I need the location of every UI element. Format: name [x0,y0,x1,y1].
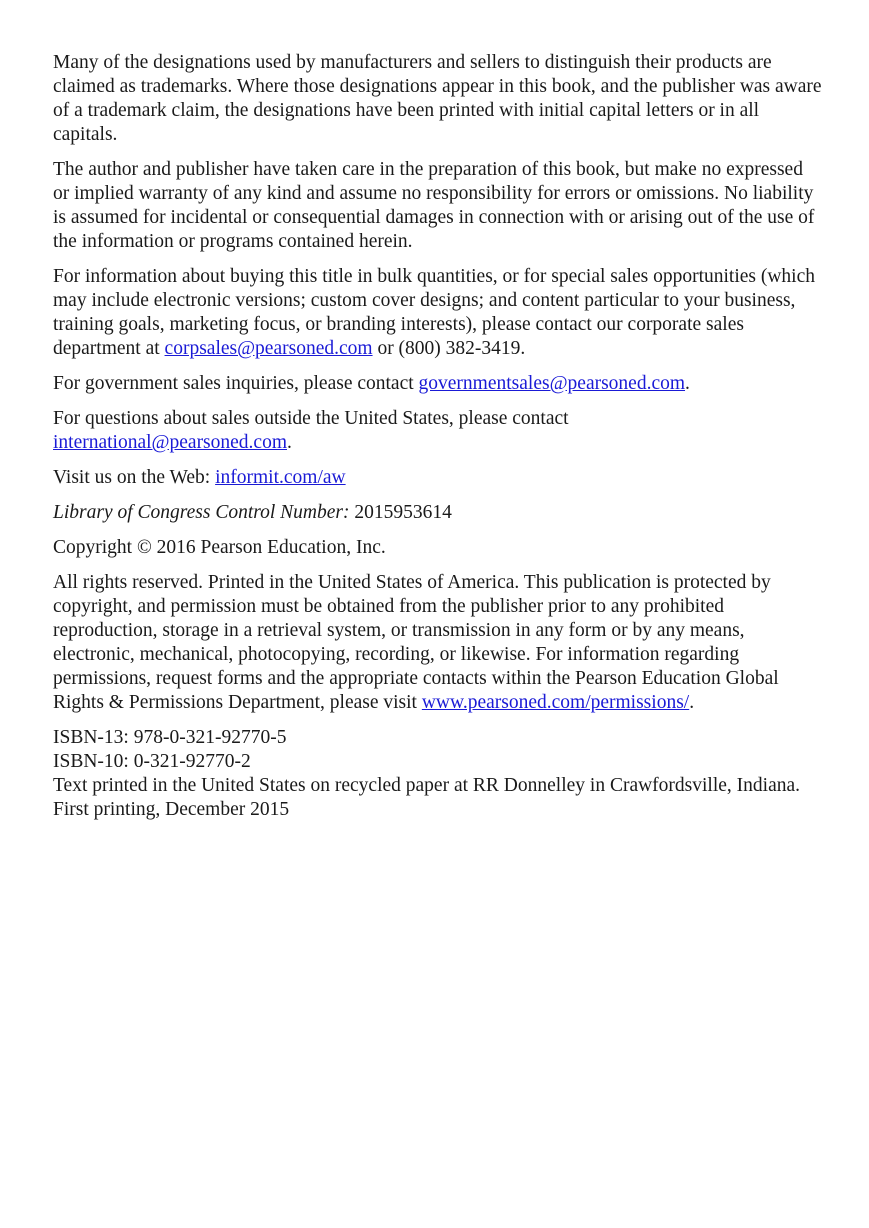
corpsales-email-link[interactable]: corpsales@pearsoned.com [164,338,373,359]
rights-period: . [689,692,695,713]
warranty-notice: The author and publisher have taken care in the preparation of this book, but make no expressed or implied warranty of any kind and assume no responsibility for errors or omissions. No liability is assumed for incidental or consequential damages in connection with or arising out of the use of the information or programs contained herein. [53,159,815,252]
web-paragraph [53,466,823,490]
printing-location: Text printed in the United States on recycled paper at RR Donnelley in Crawfordsville, Indiana. [53,775,801,796]
isbn10-line: ISBN-10: 0-321-92770-2 [53,751,251,772]
government-sales-paragraph [53,372,823,396]
government-sales-text: For government sales inquiries, please contact [53,373,419,394]
first-printing: First printing, December 2015 [53,799,290,820]
loc-paragraph [53,501,823,525]
bulk-sales-phone: or (800) 382-3419. [372,338,526,359]
rights-text: All rights reserved. Printed in the United States of America. This publication is protected by copyright, and permission must be obtained from the publisher prior to any prohibited reproduction, storage in a retrieval system, or transmission in any form or by any means, electronic, mechanical, photocopying, recording, or likewise. For information regarding permissions, request forms and the appropriate contacts within the Pearson Education Global Rights & Permissions Department, please visit [53,572,779,713]
government-sales-period: . [685,373,690,394]
copyright-line: Copyright © 2016 Pearson Education, Inc. [53,537,386,558]
loc-number: 2015953614 [349,502,452,523]
international-sales-text: For questions about sales outside the United States, please contact [53,408,569,429]
international-email-link[interactable]: international@pearsoned.com [53,432,287,453]
bulk-sales-text: For information about buying this title in bulk quantities, or for special sales opportunities (which may include electronic versions; custom cover designs; and content particular to your business, training goals, marketing focus, or branding interests), please contact our corporate sales department at [53,266,816,359]
web-text: Visit us on the Web: [53,467,216,488]
trademark-notice: Many of the designations used by manufacturers and sellers to distinguish their products are claimed as trademarks. Where those designations appear in this book, and the publisher was aware of a trademark claim, the designations have been printed with initial capital letters or in all capitals. [53,52,822,145]
informit-link[interactable]: informit.com/aw [215,467,346,488]
isbn13-line: ISBN-13: 978-0-321-92770-5 [53,727,287,748]
loc-label: Library of Congress Control Number: [53,502,350,523]
international-sales-period: . [287,432,292,453]
rights-paragraph [53,571,823,715]
governmentsales-email-link[interactable]: governmentsales@pearsoned.com [418,373,686,394]
permissions-link[interactable]: www.pearsoned.com/permissions/ [421,692,690,713]
bulk-sales-paragraph [53,265,823,361]
international-sales-paragraph [53,407,823,455]
copyright-page [53,51,823,822]
